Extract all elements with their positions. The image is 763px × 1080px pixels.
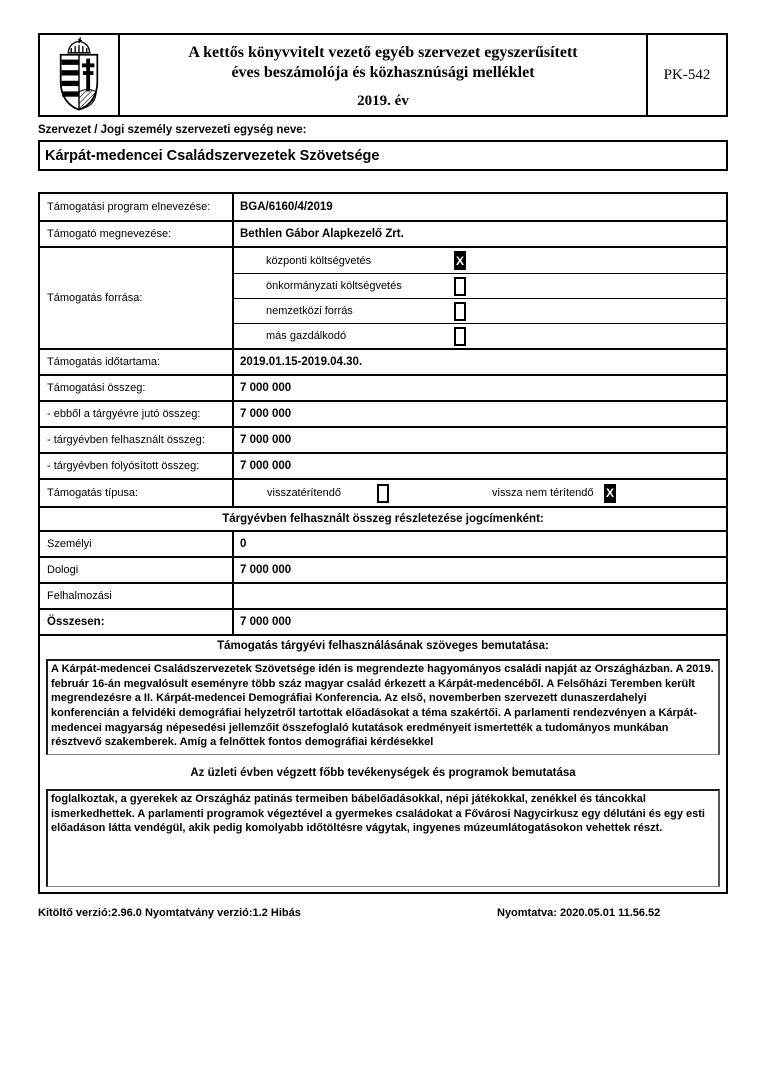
total-value: 7 000 000	[240, 616, 292, 628]
source-option-label: önkormányzati költségvetés	[266, 280, 402, 292]
form-title-line1: A kettős könyvvitelt vezető egyéb szervezet egyszerűsített	[188, 44, 578, 61]
organization-name: Kárpát-medencei Családszervezetek Szövetsége	[45, 147, 380, 164]
checkbox-central-budget: X	[454, 251, 466, 270]
source-label: Támogatás forrása:	[40, 248, 234, 348]
table-row-grantor	[40, 220, 726, 246]
form-year: 2019. év	[357, 93, 409, 110]
table-row-type	[40, 478, 726, 506]
amount-detail-value: 7 000 000	[240, 434, 292, 446]
checkbox-repayable	[377, 484, 389, 503]
footer-version-info: Kitöltő verzió:2.96.0 Nyomtatvány verzió:1.2 Hibás	[38, 907, 301, 919]
duration-label: Támogatás időtartama:	[40, 350, 234, 374]
usage-section-header: Támogatás tárgyévi felhasználásának szöveges bemutatása:	[40, 634, 726, 656]
amount-detail-label: - tárgyévben folyósított összeg:	[40, 454, 234, 478]
amount-label: Támogatási összeg:	[40, 376, 234, 400]
footer-printed-timestamp: Nyomtatva: 2020.05.01 11.56.52	[497, 907, 661, 919]
type-label: Támogatás típusa:	[40, 480, 234, 506]
table-row-personal	[40, 530, 726, 556]
amount-value: 7 000 000	[240, 382, 292, 394]
table-row-source	[40, 246, 726, 348]
form-title-line2: éves beszámolója és közhasznúsági melléklet	[231, 63, 535, 81]
activities-text-field: foglalkoztak, a gyerekek az Országház patinás termeiben bábelőadásokkal, népi játékokkal, zenékkel és táncokkal ismerkedhettek. A parlamenti programok végeztével a gyermekes családokat a Fővárosi Nagycirkusz egy délutáni és egy esti előadáson látta vendégül, akik pedig komolyabb időtöltésre vágytak, ingyenes múzeumlátogatásokon vehettek részt.	[46, 789, 720, 887]
table-row-accumulation	[40, 582, 726, 608]
support-table	[38, 192, 728, 894]
personal-value: 0	[240, 538, 247, 550]
source-option-row	[234, 298, 726, 323]
grantor-value: Bethlen Gábor Alapkezelő Zrt.	[240, 228, 404, 240]
table-row-total	[40, 608, 726, 634]
amount-detail-label: - tárgyévben felhasznált összeg:	[40, 428, 234, 452]
checkbox-non-repayable: X	[604, 484, 616, 503]
accumulation-label: Felhalmozási	[40, 584, 234, 608]
table-row-amount	[40, 374, 726, 400]
material-value: 7 000 000	[240, 564, 292, 576]
table-row-material	[40, 556, 726, 582]
grantor-label: Támogató megnevezése:	[40, 222, 234, 246]
table-row-amount-detail	[40, 452, 726, 478]
type-option-label: vissza nem térítendő	[492, 487, 594, 499]
form-code: PK-542	[663, 66, 711, 83]
program-value: BGA/6160/4/2019	[240, 201, 333, 213]
table-row-program	[40, 194, 726, 220]
accumulation-value	[234, 584, 726, 608]
source-option-label: más gazdálkodó	[266, 330, 347, 342]
checkbox-municipal-budget	[454, 277, 466, 296]
table-row-amount-detail	[40, 400, 726, 426]
checkbox-international-source	[454, 302, 466, 321]
amount-detail-label: - ebből a tárgyévre jutó összeg:	[40, 402, 234, 426]
checkbox-other-entity	[454, 327, 466, 346]
form-header	[38, 33, 728, 117]
table-row-amount-detail	[40, 426, 726, 452]
hungarian-coat-of-arms-icon	[40, 35, 120, 115]
table-row-duration	[40, 348, 726, 374]
personal-label: Személyi	[40, 532, 234, 556]
source-option-row	[234, 273, 726, 298]
page-footer	[38, 907, 728, 921]
organization-label: Szervezet / Jogi személy szervezeti egység neve:	[38, 124, 307, 136]
program-label: Támogatási program elnevezése:	[40, 194, 234, 220]
source-option-label: nemzetközi forrás	[266, 305, 353, 317]
total-label: Összesen:	[40, 610, 234, 634]
type-option-label: visszatérítendő	[267, 487, 341, 499]
source-option-label: központi költségvetés	[266, 254, 372, 267]
amount-detail-value: 7 000 000	[240, 408, 292, 420]
form-title	[120, 35, 648, 115]
amount-detail-value: 7 000 000	[240, 460, 292, 472]
organization-name-field	[38, 140, 728, 171]
breakdown-section-header: Tárgyévben felhasznált összeg részletezése jogcímenként:	[40, 506, 726, 530]
material-label: Dologi	[40, 558, 234, 582]
source-option-row	[234, 248, 726, 273]
duration-value: 2019.01.15-2019.04.30.	[240, 356, 363, 368]
source-option-row	[234, 323, 726, 348]
activities-section-header: Az üzleti évben végzett főbb tevékenységek és programok bemutatása	[190, 767, 576, 779]
usage-text-field: A Kárpát-medencei Családszervezetek Szövetsége idén is megrendezte hagyományos családi napját az Országházban. A 2019. február 16-án megvalósult eseményre több száz magyar család érkezett a Kárpát-medencéből. A Felsőházi Teremben került megrendezésre a II. Kárpát-medencei Demográfiai Konferencia. Az első, novemberben szervezett dunaszerdahelyi konferencián a felvidéki demográfiai helyzetről tartottak előadásokat a téma szakértői. A parlamenti rendezvényen a Kárpát-medencei magyarság népesedési jellemzőit összefoglaló kutatások eredményeit ismertették a tudományos munkában résztvevő szakemberek. Amíg a felnőttek fontos demográfiai kérdésekkel	[46, 659, 720, 755]
